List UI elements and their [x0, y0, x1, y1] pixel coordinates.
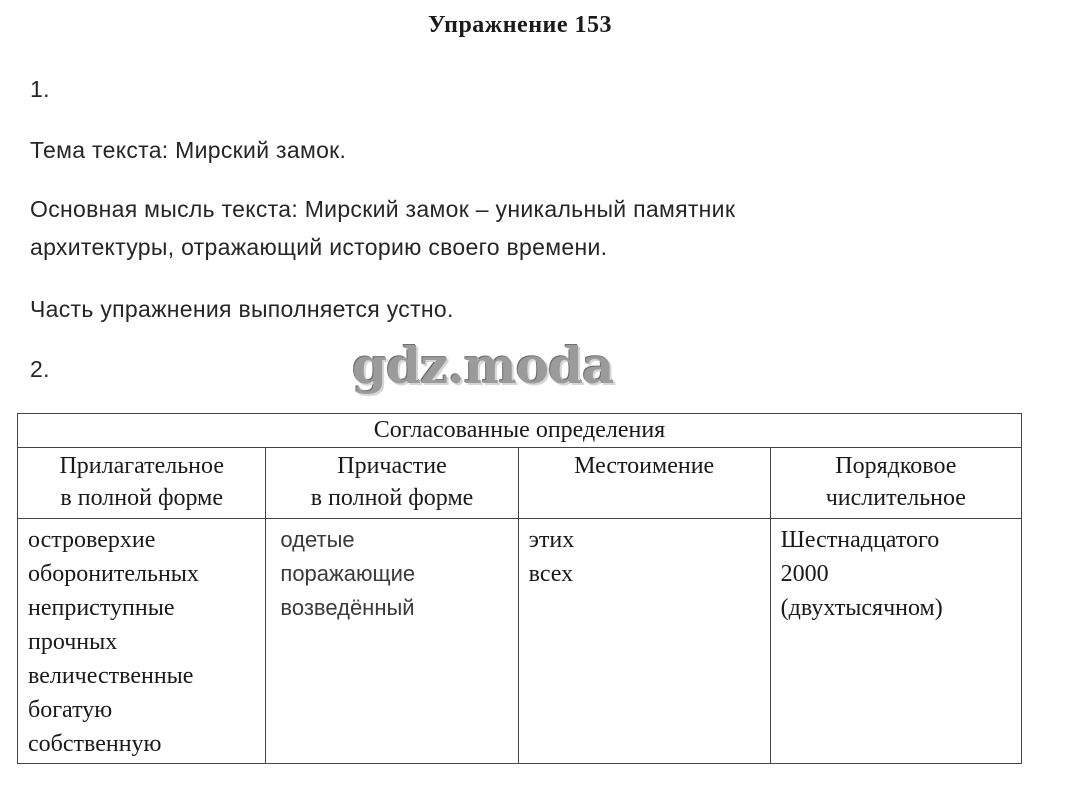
column-header-line: числительное — [825, 485, 966, 511]
watermark-logo: gdz.moda — [352, 336, 614, 395]
column-header-line: в полной форме — [310, 485, 474, 511]
column-header-line: Причастие — [337, 453, 447, 479]
list-item: поражающие — [280, 561, 416, 586]
item-number-2: 2. — [30, 356, 50, 382]
list-item: 2000 — [780, 561, 829, 587]
list-item: (двухтысячном) — [780, 595, 943, 621]
list-item: прочных — [28, 629, 118, 655]
list-item: островерхие — [28, 527, 156, 553]
definitions-table — [17, 413, 1022, 764]
cell-adjectives — [18, 519, 266, 764]
list-item: возведённый — [280, 595, 415, 620]
column-header-adjective — [18, 448, 266, 519]
cell-participles — [266, 519, 518, 764]
column-header-line: Прилагательное — [59, 453, 224, 479]
list-item: собственную — [28, 731, 162, 757]
column-header-line: в полной форме — [60, 485, 223, 511]
list-item: всех — [528, 561, 574, 587]
cell-ordinals — [770, 519, 1021, 764]
main-idea-line-1: Основная мысль текста: Мирский замок – уникальный памятник — [30, 196, 736, 222]
main-idea-line-2: архитектуры, отражающий историю своего времени. — [30, 234, 608, 260]
item-number-1: 1. — [30, 76, 50, 102]
list-item: богатую — [28, 697, 113, 723]
cell-pronouns — [518, 519, 770, 764]
list-item: одетые — [280, 527, 355, 552]
list-item: этих — [528, 527, 575, 553]
oral-note: Часть упражнения выполняется устно. — [30, 296, 454, 322]
exercise-title: Упражнение 153 — [427, 12, 612, 38]
text-topic: Тема текста: Мирский замок. — [30, 137, 347, 163]
column-header-ordinal — [770, 448, 1021, 519]
column-header-participle — [266, 448, 518, 519]
column-header-line: Порядковое — [835, 453, 957, 479]
list-item: оборонительных — [28, 561, 199, 587]
column-header-line: Местоимение — [574, 453, 715, 479]
list-item: величественные — [28, 663, 194, 689]
table-header: Согласованные определения — [18, 414, 1022, 448]
column-header-pronoun — [518, 448, 770, 519]
list-item: неприступные — [28, 595, 175, 621]
list-item: Шестнадцатого — [780, 527, 940, 553]
